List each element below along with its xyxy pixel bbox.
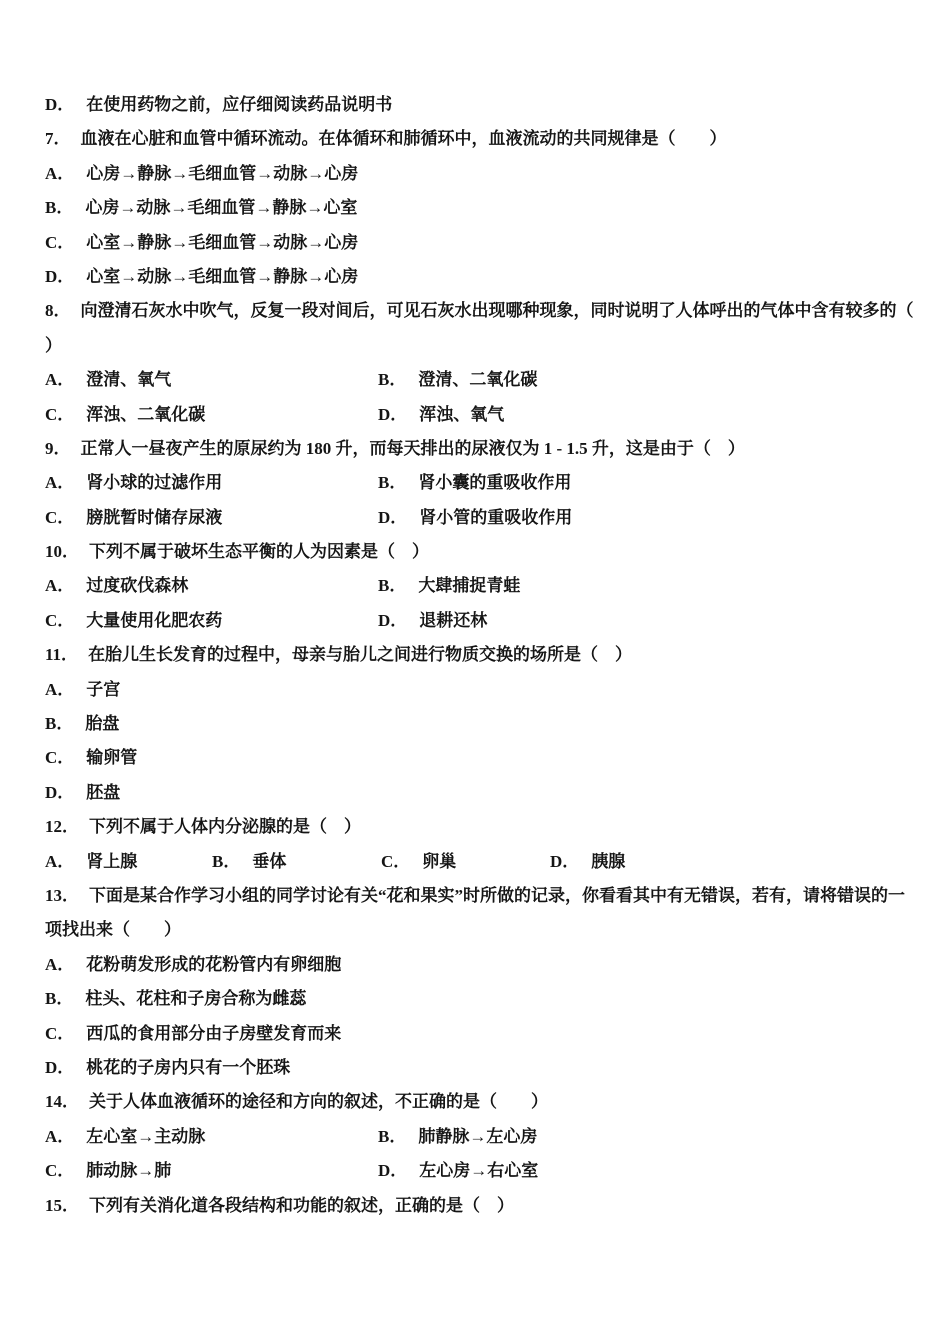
question-number: 13． [45,885,79,905]
question-stem-text: 下面是某合作学习小组的同学讨论有关“花和果实”时所做的记录，你看看其中有无错误，若有，请将错误的一 [89,885,905,905]
option-label: B． [378,473,407,493]
option-12-c [381,845,550,879]
option-label: A． [45,1126,75,1146]
option-label: B． [45,198,74,218]
question-number: 14． [45,1092,79,1112]
option-text: 肾上腺 [86,851,138,871]
option-text: 肺动脉→肺 [86,1161,172,1181]
options-row-8-ab [45,363,906,397]
option-text: 胚盘 [86,782,121,802]
option-13-a [45,948,906,982]
question-number: 11． [45,645,79,665]
option-label: C． [381,851,411,871]
option-text: 垂体 [252,851,287,871]
question-stem-text: 项找出来（ ） [45,920,181,940]
option-14-d [378,1161,538,1180]
question-stem-text: 下列不属于破坏生态平衡的人为因素是（ ） [89,542,429,562]
option-text: 心房→静脉→毛细血管→动脉→心房 [86,163,359,183]
option-label: B． [378,370,407,390]
options-row-9-cd [45,501,906,535]
option-text: 心室→动脉→毛细血管→静脉→心房 [86,266,359,286]
option-label: A． [45,163,75,183]
question-14-stem [45,1085,906,1119]
option-text: 澄清、二氧化碳 [418,370,538,390]
option-label: D． [45,782,75,802]
option-text: 大量使用化肥农药 [86,610,223,630]
option-8-b [378,370,537,389]
option-9-c [45,501,378,535]
option-13-d [45,1051,906,1085]
question-number: 7． [45,129,71,149]
question-stem-text: 下列有关消化道各段结构和功能的叙述，正确的是（ ） [89,1195,514,1215]
option-label: A． [45,473,75,493]
option-label: D． [378,507,408,527]
question-stem-text: 正常人一昼夜产生的原尿约为 180 升，而每天排出的尿液仅为 1 - 1.5 升，这是由于（ ） [80,438,745,458]
option-9-d [378,508,572,527]
option-label: A． [45,576,75,596]
option-8-c [45,398,378,432]
option-text: 输卵管 [86,748,138,768]
option-text: 澄清、氧气 [86,370,172,390]
option-text: 在使用药物之前，应仔细阅读药品说明书 [86,95,393,114]
option-label: D． [378,610,408,630]
question-11-stem [45,638,906,672]
option-14-a [45,1120,378,1154]
options-row-14-cd [45,1154,906,1188]
option-label: A． [45,954,75,974]
option-10-b [378,576,520,595]
option-text: 左心室→主动脉 [86,1126,206,1146]
option-label: B． [378,1126,407,1146]
option-text: 心室→静脉→毛细血管→动脉→心房 [86,232,359,252]
option-label: D． [378,404,408,424]
option-7-c [45,226,906,260]
option-label: D． [550,851,580,871]
option-text: 柱头、花柱和子房合称为雌蕊 [85,989,307,1009]
question-number: 9． [45,438,71,458]
option-text: 肾小囊的重吸收作用 [418,473,572,493]
option-text: 胎盘 [85,714,120,734]
option-10-c [45,604,378,638]
question-stem-text: 下列不属于人体内分泌腺的是（ ） [89,817,361,837]
options-row-8-cd [45,398,906,432]
option-label: D． [45,95,75,114]
question-12-stem [45,810,906,844]
option-8-d [378,405,504,424]
option-13-b [45,982,906,1016]
question-number: 8． [45,301,71,321]
option-11-d [45,776,906,810]
option-7-a [45,157,906,191]
option-label: D． [378,1161,408,1181]
option-label: D． [45,1057,75,1077]
option-label: C． [45,748,75,768]
question-7-stem [45,122,906,156]
question-8-stem-line2 [45,329,906,363]
option-9-b [378,473,571,492]
option-text: 西瓜的食用部分由子房壁发育而来 [86,1023,342,1043]
option-6-d [45,88,906,122]
question-8-stem [45,294,914,328]
option-11-b [45,707,906,741]
option-text: 卵巢 [422,851,457,871]
option-label: A． [45,679,75,699]
option-label: B． [378,576,407,596]
option-text: 肾小管的重吸收作用 [419,507,573,527]
question-13-stem [45,879,906,913]
option-label: C． [45,507,75,527]
option-10-a [45,569,378,603]
option-text: 肺静脉→左心房 [418,1126,538,1146]
option-13-c [45,1017,906,1051]
option-label: B． [45,989,74,1009]
option-text: 浑浊、氧气 [419,404,505,424]
question-number: 12． [45,817,79,837]
option-7-b [45,191,906,225]
option-text: 膀胱暂时储存尿液 [86,507,223,527]
option-label: A． [45,370,75,390]
option-text: 子宫 [86,679,121,699]
option-12-b [212,845,381,879]
question-number: 15． [45,1195,79,1215]
question-stem-text: 血液在心脏和血管中循环流动。在体循环和肺循环中，血液流动的共同规律是（ ） [80,129,727,149]
option-label: C． [45,404,75,424]
question-stem-text: 关于人体血液循环的途径和方向的叙述，不正确的是（ ） [89,1092,548,1112]
option-text: 桃花的子房内只有一个胚珠 [86,1057,291,1077]
option-label: C． [45,1023,75,1043]
option-12-d [550,852,625,871]
option-label: B． [45,714,74,734]
option-label: C． [45,232,75,252]
option-label: B． [212,851,241,871]
question-15-stem [45,1189,906,1223]
option-text: 左心房→右心室 [419,1161,539,1181]
question-stem-text: 向澄清石灰水中吹气，反复一段对间后，可见石灰水出现哪种现象，同时说明了人体呼出的气体中含有较多的（ [80,301,914,321]
option-12-a [45,845,212,879]
option-text: 花粉萌发形成的花粉管内有卵细胞 [86,954,342,974]
option-14-c [45,1154,378,1188]
option-10-d [378,611,487,630]
option-14-b [378,1127,537,1146]
option-text: 心房→动脉→毛细血管→静脉→心室 [85,198,358,218]
option-label: C． [45,610,75,630]
option-label: D． [45,266,75,286]
option-text: 胰腺 [591,851,626,871]
option-11-c [45,741,906,775]
question-10-stem [45,535,906,569]
option-7-d [45,260,906,294]
option-text: 肾小球的过滤作用 [86,473,223,493]
options-row-12 [45,845,906,879]
options-row-14-ab [45,1120,906,1154]
options-row-10-ab [45,569,906,603]
question-13-stem-line2 [45,913,906,947]
option-text: 大肆捕捉青蛙 [418,576,521,596]
option-11-a [45,673,906,707]
option-text: 浑浊、二氧化碳 [86,404,206,424]
question-stem-text: ） [45,335,62,355]
option-label: A． [45,851,75,871]
option-9-a [45,466,378,500]
options-row-9-ab [45,466,906,500]
question-stem-text: 在胎儿生长发育的过程中，母亲与胎儿之间进行物质交换的场所是（ ） [88,645,633,665]
question-9-stem [45,432,906,466]
question-number: 10． [45,542,79,562]
option-label: C． [45,1161,75,1181]
option-text: 过度砍伐森林 [86,576,189,596]
options-row-10-cd [45,604,906,638]
option-8-a [45,363,378,397]
option-text: 退耕还林 [419,610,488,630]
